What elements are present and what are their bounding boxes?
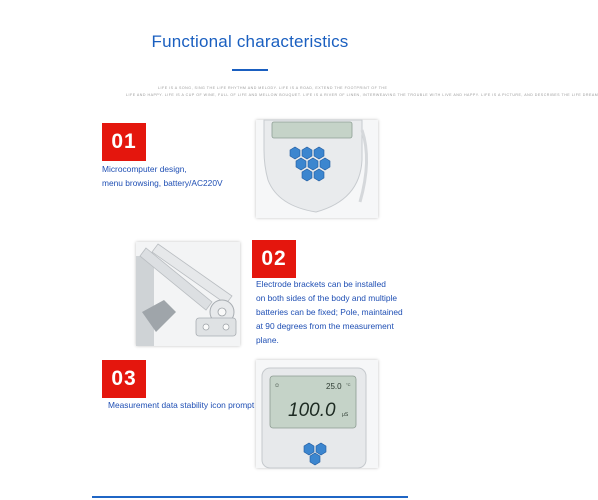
feature-01-badge: 01 [102, 123, 146, 161]
footer-divider [92, 496, 408, 498]
device-keypad-illustration [256, 120, 378, 218]
light-key-icon [314, 169, 324, 181]
enter-key-icon [310, 453, 320, 465]
main-reading-unit: μS [342, 412, 349, 418]
menu-key-icon [290, 147, 300, 159]
cal-key-icon [296, 158, 306, 170]
mode-key-icon [314, 147, 324, 159]
up-key-icon [302, 147, 312, 159]
power-key-icon [302, 169, 312, 181]
device-display-illustration [256, 360, 378, 468]
feature-01-text: Microcomputer design, menu browsing, battery/AC220V [102, 164, 223, 188]
feature-02-text: Electrode brackets can be installed on both sides of the body and multiple batteries can be fixed; Pole, maintained at 90 degrees from the measurement plane. [256, 279, 403, 345]
temperature-readout: 25.0 [326, 382, 342, 391]
electrode-bracket-illustration [136, 242, 240, 346]
feature-03-image-device-display [256, 360, 378, 468]
mode-key-icon [304, 443, 314, 455]
feature-02-image-electrode-bracket [136, 242, 240, 346]
feature-01-image-device-keypad [256, 120, 378, 218]
temperature-unit: °C [346, 382, 351, 387]
feature-02-badge: 02 [252, 240, 296, 278]
enter-key-icon [320, 158, 330, 170]
motto-line-2: LIFE AND HAPPY. LIFE IS A CUP OF WINE, FULL OF LIFE AND MELLOW BOUQUET. LIFE IS A RIVER OF LINEN, INTERWEAVING THE TROUBLE WITH LIVE AND HAPPY. LIFE IS A PICTURE, AND DESCRIBES THE LIFE DREAM [126, 93, 598, 97]
feature-03-badge: 03 [102, 360, 146, 398]
main-reading: 100.0 [288, 400, 336, 421]
top-indicator: ☺ [274, 383, 281, 389]
title-underline [232, 69, 268, 71]
page-title: Functional characteristics [151, 32, 349, 51]
motto-line-1: LIFE IS A SONG, SING THE LIFE RHYTHM AND MELODY. LIFE IS A ROAD, EXTEND THE FOOTPRINT OF THE [158, 86, 388, 90]
down-key-icon [308, 158, 318, 170]
menu-key-icon [316, 443, 326, 455]
feature-03-text: Measurement data stability icon prompt [108, 400, 255, 410]
